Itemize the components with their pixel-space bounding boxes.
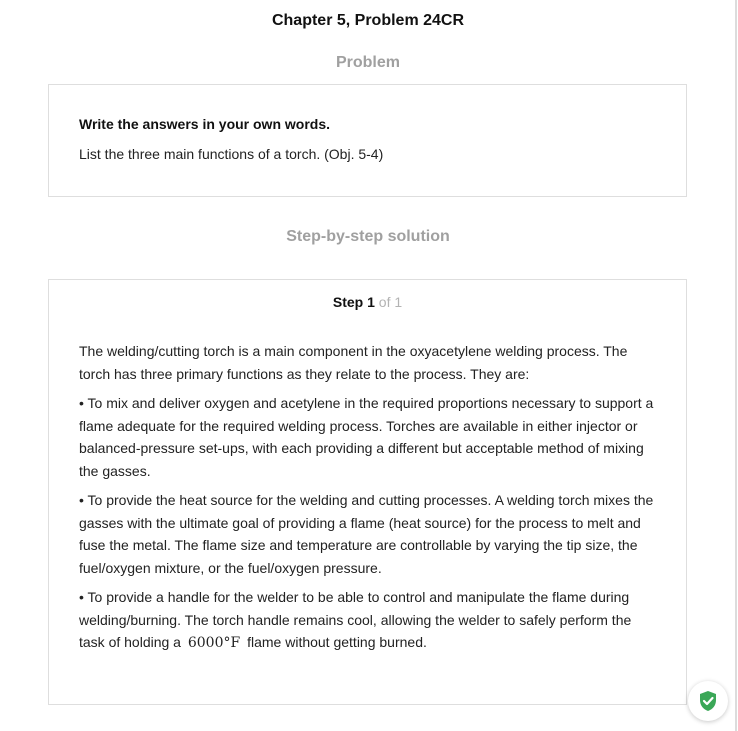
problem-heading: Problem <box>335 54 400 71</box>
solution-bullet-mix: • To mix and deliver oxygen and acetylene in the required proportions necessary to support a flame adequate for the required welding process. Torches are available in either injector or balanced-pressure set-ups, with each providing a different but acceptable method of mixing the gasses. <box>79 395 654 479</box>
temperature-value: 6000°F <box>187 635 241 651</box>
step-count: of 1 <box>378 294 403 310</box>
solution-intro: The welding/cutting torch is a main component in the oxyacetylene welding process. The torch has three primary functions as they relate to the process. They are: <box>79 343 628 382</box>
step-label: Step 1 <box>332 294 375 310</box>
solution-bullet-heat: • To provide the heat source for the welding and cutting processes. A welding torch mixes the gasses with the ultimate goal of providing a flame (heat source) for the process to melt and fuse the metal. The flame size and temperature are controllable by varying the tip size, the fuel/oxygen mixture, or the fuel/oxygen pressure. <box>79 492 654 576</box>
bullet-handle-text-end: flame without getting burned. <box>247 634 427 650</box>
chapter-title: Chapter 5, Problem 24CR <box>271 12 465 29</box>
problem-question: List the three main functions of a torch. (Obj. 5-4) <box>79 146 384 162</box>
step-card <box>48 279 687 705</box>
problem-instruction: Write the answers in your own words. <box>79 116 331 132</box>
page-edge-divider <box>735 0 737 731</box>
problem-card <box>48 84 687 197</box>
shield-check-icon <box>696 689 720 713</box>
solution-bullet-handle <box>79 586 659 655</box>
security-badge-button[interactable] <box>688 681 728 721</box>
bullet-handle-text: • To provide a handle for the welder to be able to control and manipulate the flame during welding/burning. The torch handle remains cool, allowing the welder to safely perform the task of holding a <box>79 589 632 650</box>
step-header <box>49 294 686 310</box>
solution-body <box>79 340 659 662</box>
solution-heading: Step-by-step solution <box>286 228 450 245</box>
